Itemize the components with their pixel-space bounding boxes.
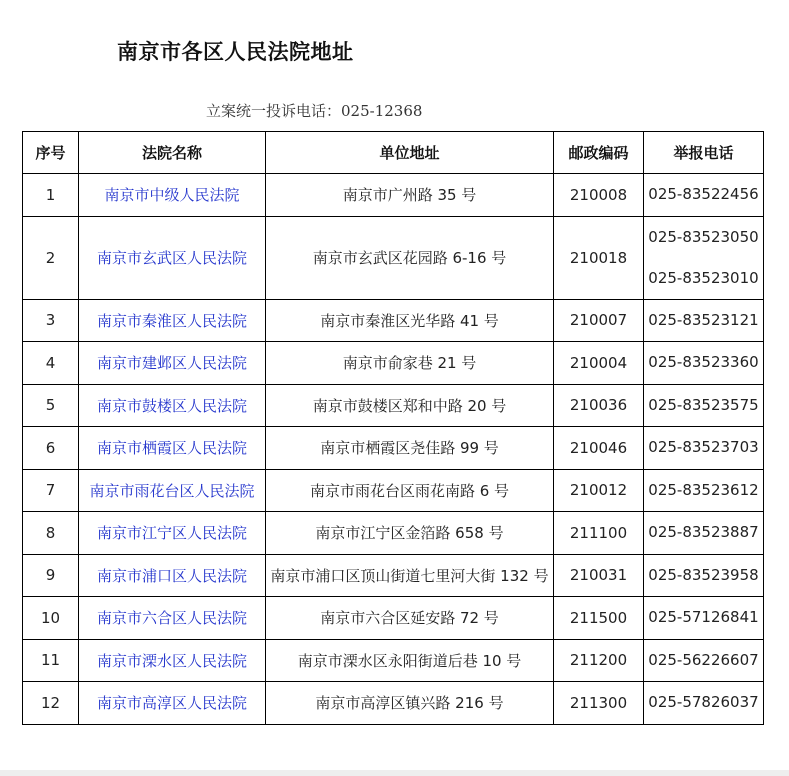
row-number: 6 (23, 427, 79, 470)
report-phone (644, 512, 764, 555)
postal-code: 211300 (554, 682, 644, 725)
table-header-row (23, 132, 764, 174)
row-number: 9 (23, 554, 79, 597)
court-address: 南京市六合区延安路 72 号 (266, 597, 554, 640)
report-phone (644, 216, 764, 299)
court-address: 南京市秦淮区光华路 41 号 (266, 299, 554, 342)
page-title: 南京市各区人民法院地址 (117, 40, 354, 64)
complaint-hotline: 立案统一投诉电话：025-12368 (206, 102, 423, 120)
table-row (23, 384, 764, 427)
phone-number: 025-57826037 (648, 693, 759, 712)
header-postcode: 邮政编码 (554, 132, 644, 174)
table-row (23, 174, 764, 217)
report-phone (644, 342, 764, 385)
table-row (23, 342, 764, 385)
table-row (23, 299, 764, 342)
report-phone (644, 597, 764, 640)
row-number: 8 (23, 512, 79, 555)
court-name: 南京市中级人民法院 (79, 174, 266, 217)
report-phone (644, 639, 764, 682)
postal-code: 211200 (554, 639, 644, 682)
header-no: 序号 (23, 132, 79, 174)
court-name: 南京市玄武区人民法院 (79, 216, 266, 299)
table-row (23, 427, 764, 470)
court-address: 南京市江宁区金箔路 658 号 (266, 512, 554, 555)
phone-number: 025-83523575 (648, 395, 759, 414)
report-phone (644, 384, 764, 427)
report-phone (644, 174, 764, 217)
phone-number: 025-83523887 (648, 523, 759, 542)
court-name: 南京市江宁区人民法院 (79, 512, 266, 555)
courts-table (22, 131, 764, 725)
report-phone (644, 299, 764, 342)
court-address: 南京市溧水区永阳街道后巷 10 号 (266, 639, 554, 682)
postal-code: 210031 (554, 554, 644, 597)
court-name: 南京市秦淮区人民法院 (79, 299, 266, 342)
court-address: 南京市玄武区花园路 6-16 号 (266, 216, 554, 299)
court-name: 南京市溧水区人民法院 (79, 639, 266, 682)
court-address: 南京市高淳区镇兴路 216 号 (266, 682, 554, 725)
postal-code: 210007 (554, 299, 644, 342)
postal-code: 210012 (554, 469, 644, 512)
court-name: 南京市雨花台区人民法院 (79, 469, 266, 512)
table-row (23, 469, 764, 512)
phone-number: 025-83522456 (648, 185, 759, 204)
court-name: 南京市建邺区人民法院 (79, 342, 266, 385)
header-address: 单位地址 (266, 132, 554, 174)
court-name: 南京市鼓楼区人民法院 (79, 384, 266, 427)
phone-number: 025-83523050 (648, 227, 759, 246)
report-phone (644, 469, 764, 512)
phone-number: 025-83523703 (648, 438, 759, 457)
phone-number: 025-57126841 (648, 608, 759, 627)
table-row (23, 216, 764, 299)
phone-number: 025-83523010 (648, 268, 759, 287)
court-address: 南京市鼓楼区郑和中路 20 号 (266, 384, 554, 427)
row-number: 2 (23, 216, 79, 299)
row-number: 1 (23, 174, 79, 217)
table-row (23, 597, 764, 640)
row-number: 7 (23, 469, 79, 512)
table-row (23, 512, 764, 555)
court-name: 南京市浦口区人民法院 (79, 554, 266, 597)
table-body (23, 174, 764, 725)
court-address: 南京市俞家巷 21 号 (266, 342, 554, 385)
header-phone: 举报电话 (644, 132, 764, 174)
court-name: 南京市六合区人民法院 (79, 597, 266, 640)
phone-number: 025-83523121 (648, 310, 759, 329)
report-phone (644, 682, 764, 725)
row-number: 11 (23, 639, 79, 682)
postal-code: 210004 (554, 342, 644, 385)
postal-code: 210008 (554, 174, 644, 217)
row-number: 3 (23, 299, 79, 342)
row-number: 5 (23, 384, 79, 427)
report-phone (644, 427, 764, 470)
row-number: 12 (23, 682, 79, 725)
bottom-scrollbar-track (0, 770, 789, 776)
table-row (23, 554, 764, 597)
table-row (23, 639, 764, 682)
report-phone (644, 554, 764, 597)
header-court-name: 法院名称 (79, 132, 266, 174)
phone-number: 025-56226607 (648, 650, 759, 669)
court-address: 南京市栖霞区尧佳路 99 号 (266, 427, 554, 470)
postal-code: 210018 (554, 216, 644, 299)
court-name: 南京市栖霞区人民法院 (79, 427, 266, 470)
court-address: 南京市浦口区顶山街道七里河大街 132 号 (266, 554, 554, 597)
postal-code: 211100 (554, 512, 644, 555)
postal-code: 210036 (554, 384, 644, 427)
postal-code: 211500 (554, 597, 644, 640)
court-address: 南京市雨花台区雨花南路 6 号 (266, 469, 554, 512)
postal-code: 210046 (554, 427, 644, 470)
court-name: 南京市高淳区人民法院 (79, 682, 266, 725)
row-number: 10 (23, 597, 79, 640)
table-row (23, 682, 764, 725)
phone-number: 025-83523612 (648, 480, 759, 499)
phone-number: 025-83523360 (648, 353, 759, 372)
row-number: 4 (23, 342, 79, 385)
court-address: 南京市广州路 35 号 (266, 174, 554, 217)
phone-number: 025-83523958 (648, 565, 759, 584)
